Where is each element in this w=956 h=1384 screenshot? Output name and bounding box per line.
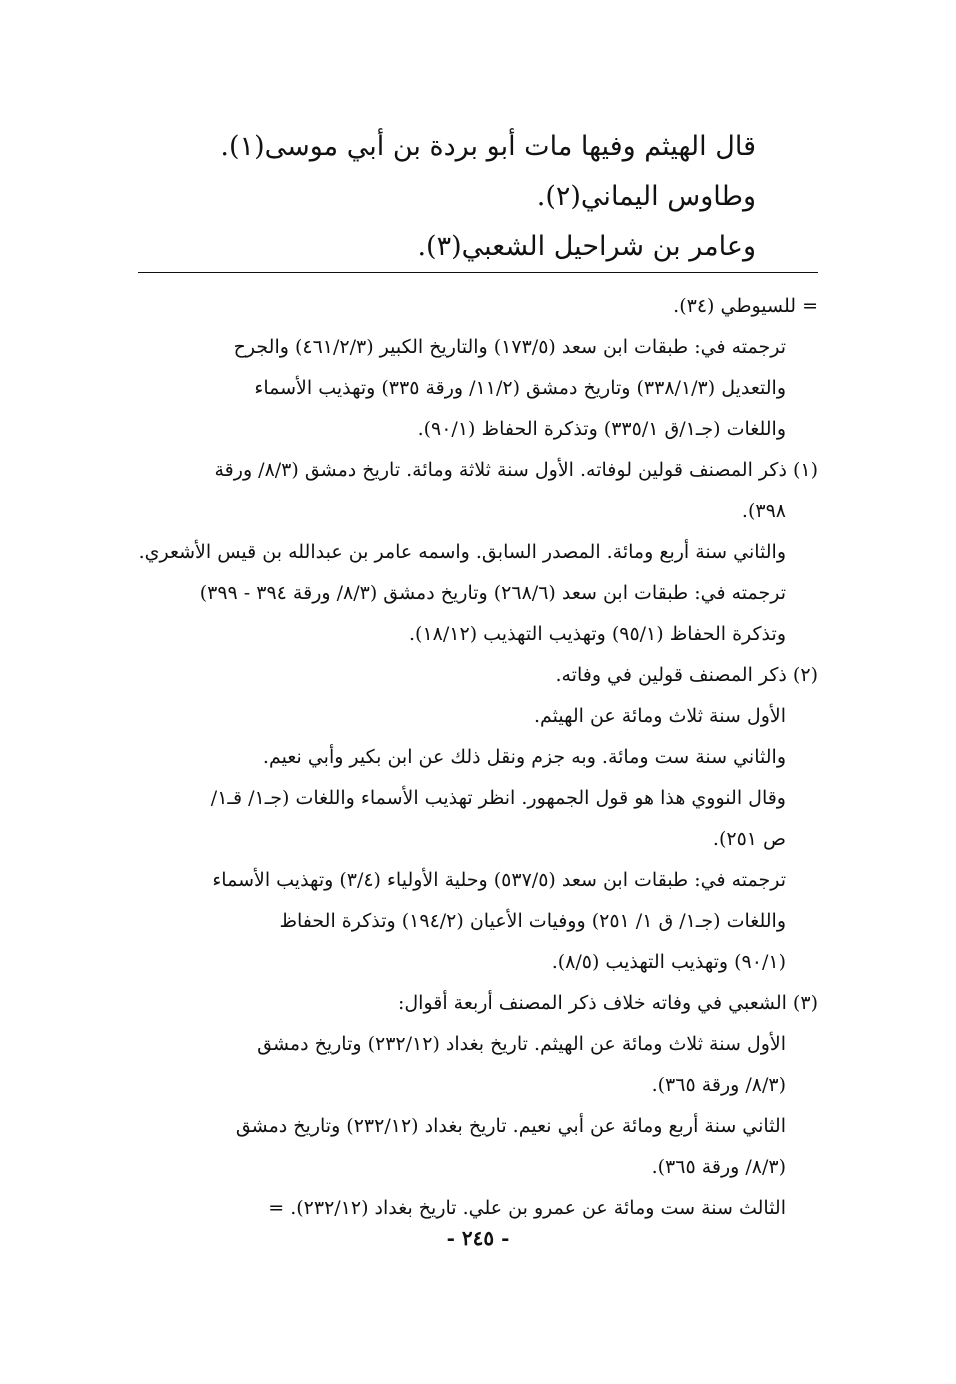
footnote-line: والثاني سنة أربع ومائة. المصدر السابق. واسمه عامر بن عبدالله بن قيس الأشعري. <box>138 541 786 563</box>
footnote-line: (٨/٣/ ورقة ٣٦٥). <box>651 1074 786 1096</box>
main-line: وطاوس اليماني(٢). <box>536 181 756 212</box>
footnote-line: ص ٢٥١). <box>712 828 786 850</box>
footnote-line: (٢) ذكر المصنف قولين في وفاته. <box>555 664 818 686</box>
footnote-line: واللغات (جـ١/ ق ١/ ٢٥١) ووفيات الأعيان (١٩٤/٢) وتذكرة الحفاظ <box>279 910 786 932</box>
footnote-line: وتذكرة الحفاظ (٩٥/١) وتهذيب التهذيب (١٨/١٢). <box>409 623 786 645</box>
footnotes <box>130 286 818 1229</box>
footnote-line: الثاني سنة أربع ومائة عن أبي نعيم. تاريخ بغداد (٢٣٢/١٢) وتاريخ دمشق <box>235 1115 786 1137</box>
footnote-line: الأول سنة ثلاث ومائة عن الهيثم. <box>533 705 786 727</box>
main-line: قال الهيثم وفيها مات أبو بردة بن أبي موسى(١). <box>220 131 756 162</box>
footnote-line: الأول سنة ثلاث ومائة عن الهيثم. تاريخ بغداد (٢٣٢/١٢) وتاريخ دمشق <box>257 1033 786 1055</box>
footnote-line: وقال النووي هذا هو قول الجمهور. انظر تهذيب الأسماء واللغات (جـ١/ قـ١/ <box>210 787 786 809</box>
footnote-line: = للسيوطي (٣٤). <box>673 295 818 317</box>
footnote-line: ترجمته في: طبقات ابن سعد (٢٦٨/٦) وتاريخ دمشق (٨/٣/ ورقة ٣٩٤ - ٣٩٩) <box>199 582 786 604</box>
footnote-line: والثاني سنة ست ومائة. وبه جزم ونقل ذلك عن ابن بكير وأبي نعيم. <box>262 746 786 768</box>
footnote-line: الثالث سنة ست ومائة عن عمرو بن علي. تاريخ بغداد (٢٣٢/١٢). = <box>268 1197 786 1219</box>
footnote-separator <box>138 272 818 273</box>
footnote-line: ترجمته في: طبقات ابن سعد (١٧٣/٥) والتاريخ الكبير (٤٦١/٢/٣) والجرح <box>233 336 786 358</box>
footnote-line: ٣٩٨). <box>741 500 786 522</box>
footnote-line: والتعديل (٣٣٨/١/٣) وتاريخ دمشق (١١/٢/ ورقة ٣٣٥) وتهذيب الأسماء <box>254 377 786 399</box>
footnote-line: (١) ذكر المصنف قولين لوفاته. الأول سنة ثلاثة ومائة. تاريخ دمشق (٨/٣/ ورقة <box>214 459 818 481</box>
footnote-line: (٣) الشعبي في وفاته خلاف ذكر المصنف أربعة أقوال: <box>397 992 818 1014</box>
page-number: - ٢٤٥ - <box>446 1226 510 1250</box>
footnote-line: (٩٠/١) وتهذيب التهذيب (٨/٥). <box>551 951 786 973</box>
footnote-line: واللغات (جـ١/ق ٣٣٥/١) وتذكرة الحفاظ (٩٠/١). <box>417 418 786 440</box>
footnote-line: ترجمته في: طبقات ابن سعد (٥٣٧/٥) وحلية الأولياء (٣/٤) وتهذيب الأسماء <box>212 869 786 891</box>
footnote-line: (٨/٣/ ورقة ٣٦٥). <box>651 1156 786 1178</box>
main-text <box>156 122 756 272</box>
main-line: وعامر بن شراحيل الشعبي(٣). <box>417 231 756 262</box>
